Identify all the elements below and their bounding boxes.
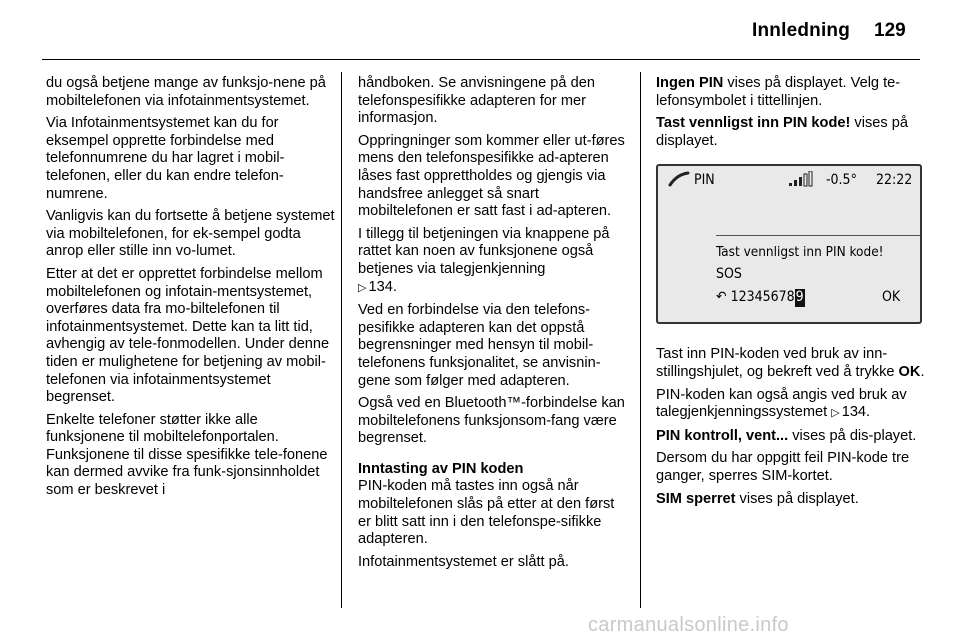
page-reference-icon[interactable]: ▷: [831, 407, 840, 420]
section-title: Innledning: [752, 20, 851, 41]
paragraph: Ingen PIN vises på displayet. Velg te-lefonsymbolet i tittellinjen.: [656, 75, 901, 109]
paragraph: Vanligvis kan du fortsette å betjene systemet via mobiltelefonen, for ek-sempel godta anrop eller stille inn vo-lumet.: [46, 208, 335, 260]
paragraph: Ved en forbindelse via den telefons-pesifikke adapteren kan det oppstå begrensninger med hensyn til mobil-telefonens funksjonalitet, se anvisnin-gene som følger med adapteren.: [358, 302, 601, 389]
column-right: [656, 75, 926, 513]
signal-strength-icon: [788, 171, 814, 193]
paragraph: du også betjene mange av funksjo-nene på mobiltelefonen via infotainmentsystemet.: [46, 75, 326, 109]
ui-button-name: OK: [898, 363, 921, 380]
display-pin-prompt: Tast vennligst inn PIN kode!: [716, 244, 884, 261]
ui-message: Ingen PIN: [656, 75, 724, 91]
display-ok-option: OK: [882, 289, 901, 306]
paragraph: håndboken. Se anvisningene på den telefonspesifikke adapteren for mer informasjon.: [358, 75, 595, 127]
column-middle: [358, 75, 628, 576]
display-separator: [716, 235, 922, 236]
pin-cursor: 9: [795, 289, 804, 306]
column-left: [46, 75, 336, 505]
ui-message: Tast vennligst inn PIN kode!: [656, 115, 851, 132]
backspace-icon: ↶: [716, 289, 727, 306]
paragraph: PIN-koden må tastes inn også når mobiltelefonen slås på etter at den først er blitt satt inn i den telefonspe-sifikke adapteren.: [358, 478, 615, 548]
display-status-bar: [658, 166, 920, 196]
paragraph: Infotainmentsystemet er slått på.: [358, 553, 569, 570]
paragraph: Tast vennligst inn PIN kode! vises på displayet.: [656, 115, 908, 149]
ui-message: SIM sperret: [656, 490, 736, 507]
paragraph: PIN-koden kan også angis ved bruk av talegjenkjenningssystemet ▷ 134.: [656, 387, 926, 423]
paragraph: SIM sperret vises på displayet.: [656, 490, 859, 507]
paragraph: Oppringninger som kommer eller ut-føres mens den telefonspesifikke ad-apteren låses fast opprettholdes og gjengis via handsfree anlegget så snart mobiltelefonen er satt fast i ad-apteren.: [358, 132, 625, 220]
phone-handset-icon: [668, 171, 690, 193]
display-pin-label: PIN: [694, 172, 715, 189]
ui-message: PIN kontroll, vent...: [656, 427, 789, 444]
paragraph-text: I tillegg til betjeningen via knappene på rattet kan noen av funksjonene også betjenes via talegjenkjenning: [358, 225, 610, 277]
header-rule: [42, 59, 920, 60]
paragraph: Tast inn PIN-koden ved bruk av inn-stillingshjulet, og bekreft ved å trykke OK.: [656, 346, 925, 380]
paragraph: Etter at det er opprettet forbindelse mellom mobiltelefonen og infotain-mentsystemet, overføres data fra mo-biltelefonen til infotainmentsystemet. Dette kan ta litt tid, avhengig av tele-fonmodellen. Under denne tiden er mulighetene for betjening av mobil-telefonen via infotainmentsystemet begrenset.: [46, 265, 330, 406]
paragraph: Også ved en Bluetooth™-forbindelse kan mobiltelefonens funksjonsom-fang være begrenset.: [358, 395, 625, 447]
page-reference[interactable]: 134.: [841, 404, 871, 421]
paragraph: Via Infotainmentsystemet kan du for eksempel opprette forbindelse med telefonnumrene du har lagret i mobil-telefonen, eller du kan endre telefon-numrene.: [46, 115, 285, 202]
paragraph: Enkelte telefoner støtter ikke alle funksjonene til mobiltelefonportalen. Funksjonene til disse spesifikke tele-fonene kan dermed avvike fra funk-sjonsinnholdet som er beskrevet i: [46, 411, 328, 499]
page-reference-icon[interactable]: ▷: [358, 281, 367, 294]
column-divider: [640, 72, 641, 608]
paragraph: PIN kontroll, vent... vises på dis-playet.: [656, 427, 917, 444]
paragraph: [358, 226, 628, 297]
page-number: 129: [874, 20, 906, 41]
pin-digits: 12345678: [730, 289, 795, 306]
section-heading: Inntasting av PIN koden: [358, 460, 524, 477]
column-divider: [341, 72, 342, 608]
display-sos-option: SOS: [716, 266, 742, 283]
display-temperature: -0.5°: [826, 172, 857, 189]
display-pin-entry: [716, 289, 805, 307]
display-illustration: [656, 164, 922, 324]
watermark: carmanualsonline.info: [588, 614, 789, 636]
paragraph: Dersom du har oppgitt feil PIN-kode tre ganger, sperres SIM-kortet.: [656, 450, 910, 484]
display-clock: 22:22: [876, 172, 913, 189]
page-reference[interactable]: 134.: [368, 278, 397, 295]
